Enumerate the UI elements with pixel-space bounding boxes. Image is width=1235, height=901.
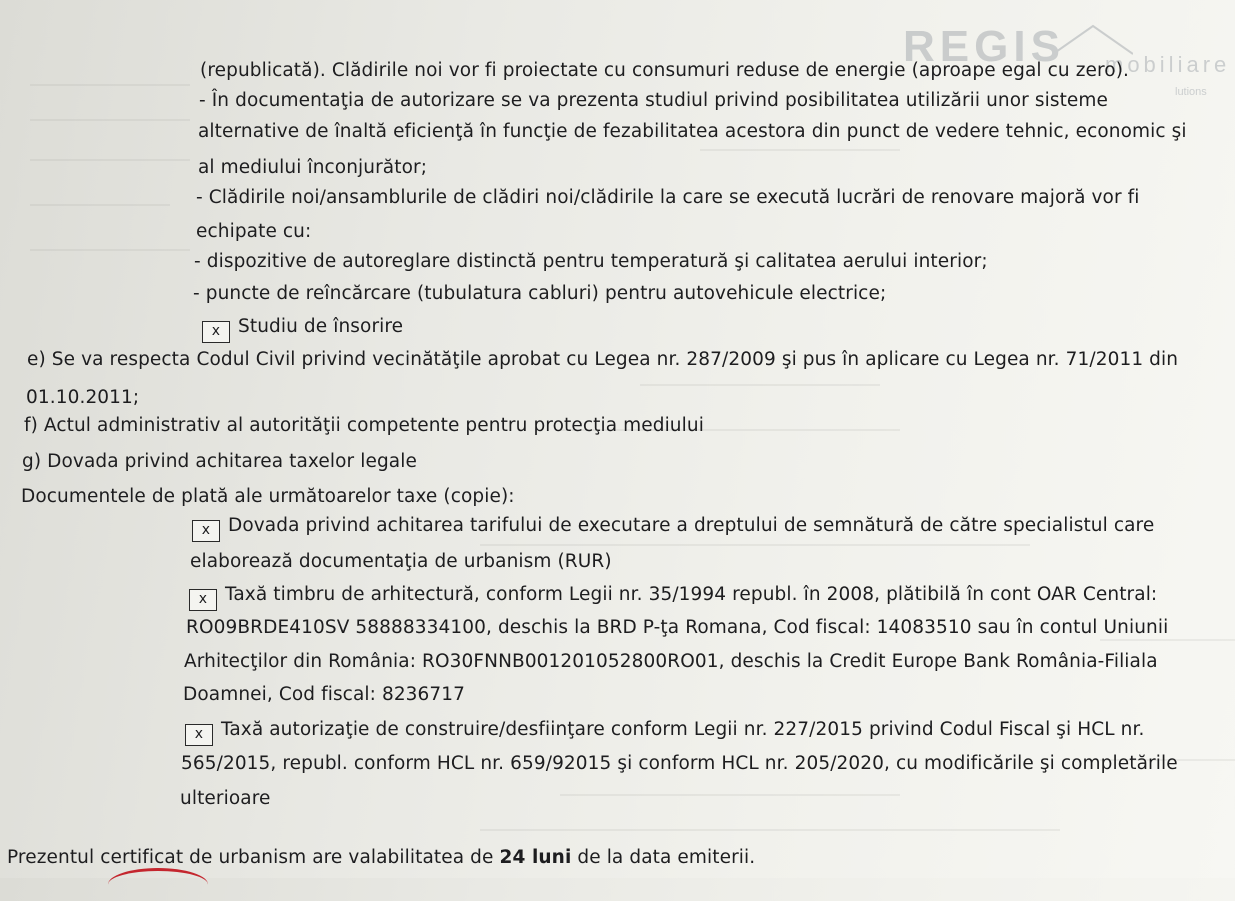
validity-text-end: de la data emiterii. [571, 847, 756, 868]
text-line: - dispozitive de autoreglare distinctă pentru temperatură şi calitatea aerului interior; [194, 251, 988, 272]
text-line: - În documentaţia de autorizare se va prezenta studiul privind posibilitatea utilizării unor sisteme [199, 90, 1109, 111]
checkbox-label: Studiu de însorire [238, 316, 404, 337]
checkbox-label: Taxă timbru de arhitectură, conform Legii nr. 35/1994 republ. în 2008, plătibilă în cont OAR Central: [225, 584, 1158, 605]
checkbox-item-insorire [202, 315, 403, 343]
checkbox-label: Taxă autorizaţie de construire/desfiinţare conform Legii nr. 227/2015 privind Codul Fiscal şi HCL nr. [221, 719, 1145, 740]
text-line: RO09BRDE410SV 58888334100, deschis la BRD P-ţa Romana, Cod fiscal: 14083510 sau în contul Uniunii [186, 617, 1169, 638]
text-line: (republicată). Clădirile noi vor fi proiectate cu consumuri reduse de energie (aproape egal cu zero). [200, 60, 1130, 81]
checkbox-item-autorizatie [185, 718, 1145, 746]
text-line: elaborează documentaţia de urbanism (RUR) [190, 551, 612, 572]
checkbox-checked[interactable]: x [192, 520, 220, 542]
text-line: echipate cu: [196, 221, 312, 242]
checkbox-item-timbru [189, 583, 1157, 611]
house-roof-icon [1053, 22, 1133, 56]
text-line: Documentele de plată ale următoarelor taxe (copie): [21, 486, 515, 507]
text-line: Arhitecţilor din România: RO30FNNB001201052800RO01, deschis la Credit Europe Bank România-Filiala [184, 651, 1158, 672]
checkbox-checked[interactable]: x [189, 589, 217, 611]
text-line: e) Se va respecta Codul Civil privind vecinătăţile aprobat cu Legea nr. 287/2009 şi pus în aplicare cu Legea nr. 71/2011 din [27, 349, 1179, 370]
watermark-title: REGIS [903, 22, 1065, 71]
checkbox-item-rur [192, 514, 1154, 542]
checkbox-checked[interactable]: x [185, 724, 213, 746]
text-line: 01.10.2011; [26, 387, 140, 408]
text-line: - puncte de reîncărcare (tubulatura cabluri) pentru autovehicule electrice; [193, 283, 887, 304]
text-line: 565/2015, republ. conform HCL nr. 659/92015 şi conform HCL nr. 205/2020, cu modificările şi completările [181, 753, 1178, 774]
checkbox-label: Dovada privind achitarea tarifului de executare a dreptului de semnătură de către specialistul care [228, 515, 1155, 536]
red-stamp-edge [108, 868, 208, 901]
watermark-subtitle: mobiliare [1105, 52, 1231, 77]
checkbox-checked[interactable]: x [202, 321, 230, 343]
text-line: f) Actul administrativ al autorităţii competente pentru protecţia mediului [24, 415, 704, 436]
text-line: alternative de înaltă eficienţă în funcţie de fezabilitatea acestora din punct de vedere tehnic, economic şi [198, 121, 1187, 142]
validity-text: Prezentul certificat de urbanism are valabilitatea de [7, 847, 500, 868]
text-line: ulterioare [180, 788, 271, 809]
validity-statement [7, 846, 755, 870]
text-line: - Clădirile noi/ansamblurile de clădiri noi/clădirile la care se execută lucrări de renovare majoră vor fi [196, 187, 1140, 208]
validity-duration: 24 luni [499, 847, 572, 868]
text-line: Doamnei, Cod fiscal: 8236717 [183, 684, 466, 705]
text-line: g) Dovada privind achitarea taxelor legale [22, 451, 417, 472]
text-line: al mediului înconjurător; [198, 157, 428, 178]
watermark-tagline: lutions [1175, 86, 1207, 98]
